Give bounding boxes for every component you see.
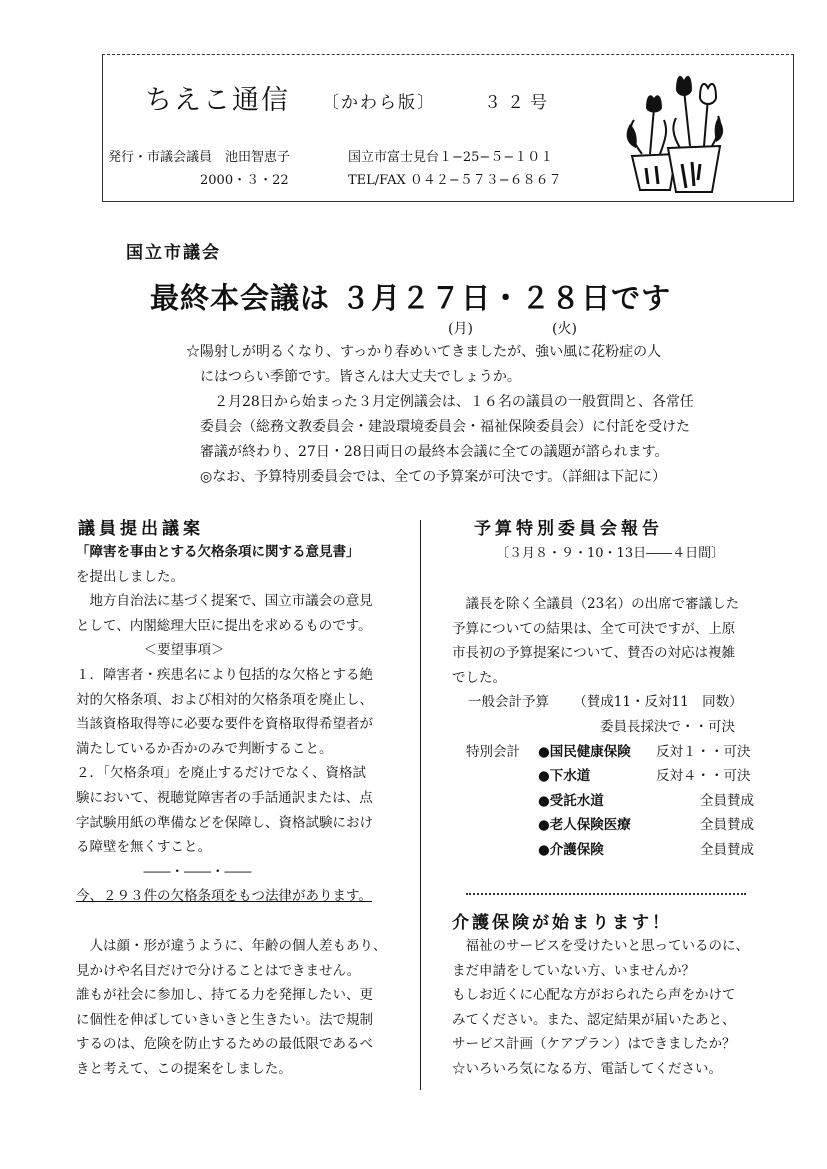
body-line: を提出しました。: [76, 568, 184, 585]
body-line: 人は顔・形が違うように、年齢の個人差もあり、: [76, 938, 387, 954]
kaigo-heading: 介護保険が始まります！: [452, 913, 672, 933]
account-result: 全員賛成: [700, 792, 754, 809]
budget-report: [452, 592, 739, 690]
body-line: 見かけや名目だけで分けることはできません。: [76, 962, 361, 979]
left-column-body: [76, 540, 373, 884]
special-account-label: 特別会計: [466, 743, 520, 760]
general-budget-detail: （賛成11・反対11 同数）: [573, 694, 743, 710]
general-budget-label: 一般会計予算: [468, 694, 549, 710]
account-name: ●受託水道: [538, 792, 604, 809]
newsletter-title: ちえこ通信: [145, 85, 290, 116]
headline: 最終本会議は ３月２７日・２８日です: [150, 281, 672, 315]
section-heading: 国立市議会: [126, 243, 221, 263]
body-line: 験において、視聴覚障害者の手話通訳または、点: [76, 789, 373, 806]
body-line: でした。: [452, 669, 506, 686]
account-name: ●老人保険医療: [538, 817, 631, 834]
intro-line: ☆陽射しが明るくなり、すっかり春めいてきましたが、強い風に花粉症の人: [186, 344, 662, 360]
general-budget: [468, 690, 743, 710]
body-line: に個性を伸ばしていきいきと生きたい。法で規制: [76, 1011, 373, 1028]
body-line: サービス計画（ケアプラン）はできましたか？: [452, 1036, 736, 1053]
body-line: １．障害者・疾患名により包括的な欠格とする絶: [76, 666, 373, 683]
publisher: 発行・市議会議員 池田智恵子: [108, 150, 291, 165]
body-line: として、内閣総理大臣に提出を求めるものです。: [76, 617, 372, 634]
body-line: 誰もが社会に参加し、持てる力を発揮したい、更: [76, 987, 373, 1004]
intro-paragraph: [186, 340, 746, 490]
issue-number: ３２号: [484, 93, 553, 113]
account-name: ●介護保険: [538, 841, 604, 858]
tel-fax: TEL/FAX ０４２−５７３−６８６７: [348, 173, 562, 188]
edition-label: 〔かわら版〕: [322, 93, 436, 113]
account-result: 反対１・・可決: [656, 743, 751, 760]
body-line: するのは、危険を防止するための最低限であるべ: [76, 1036, 373, 1053]
left-column-heading: 議員提出議案: [78, 519, 204, 539]
intro-line: ◎なお、予算特別委員会では、全ての予算案が可決です。（詳細は下記に）: [200, 469, 667, 485]
body-line: ＜要望事項＞: [76, 642, 225, 659]
general-budget-result: 委員長採決で・・可決: [600, 719, 735, 735]
intro-line: 審議が終わり、27日・28日両日の最終本会議に全ての議題が諮られます。: [200, 444, 669, 460]
account-name: ●国民健康保険: [538, 743, 631, 760]
tulip-pots-icon: [620, 68, 732, 194]
account-result: 反対４・・可決: [656, 768, 751, 785]
intro-line: ２月28日から始まった３月定例議会は、１６名の議員の一般質問と、各常任: [200, 394, 694, 410]
underlined-statement: 今、２９３件の欠格条項をもつ法律があります。: [76, 888, 372, 904]
body-line: 対的欠格条項、および相対的欠格条項を廃止し、: [76, 691, 373, 708]
dotted-divider: [466, 893, 746, 895]
body-line: ☆いろいろ気になる方、電話してください。: [452, 1060, 722, 1077]
committee-dates: 〔３月８・９・10・13日――４日間〕: [496, 546, 725, 561]
day-label-tue: (火): [552, 321, 577, 337]
body-line: 議長を除く全議員（23名）の出席で審議した: [452, 596, 740, 612]
body-line: 満たしているか否かのみで判断すること。: [76, 740, 333, 757]
body-line: 市長初の予算提案について、賛否の対応は複雑: [452, 645, 735, 662]
account-result: 全員賛成: [700, 817, 754, 834]
body-line: 地方自治法に基づく提案で、国立市議会の意見: [76, 593, 373, 610]
body-line: ２．「欠格条項」を廃止するだけでなく、資格試: [76, 765, 366, 782]
body-line: きと考えて、この提案をしました。: [76, 1060, 292, 1077]
body-line: る障壁を無くすこと。: [76, 839, 211, 856]
intro-line: にはつらい季節です。皆さんは大丈夫でしょうか。: [200, 369, 521, 385]
account-name: ●下水道: [538, 768, 591, 785]
column-divider: [420, 520, 421, 1090]
body-line: まだ申請をしていない方、いませんか？: [452, 962, 695, 979]
divider-text: ――・――・――: [76, 863, 252, 880]
left-closing: [76, 934, 387, 1082]
body-line: 字試験用紙の準備などを保障し、資格試験におけ: [76, 814, 373, 831]
day-label-mon: (月): [448, 321, 473, 337]
body-line: 福祉のサービスを受けたいと思っているのに、: [452, 938, 749, 954]
body-line: みてください。また、認定結果が届いたあと、: [452, 1011, 736, 1028]
proposal-title: 「障害を事由とする欠格条項に関する意見書」: [76, 544, 360, 560]
kaigo-body: [452, 934, 749, 1082]
intro-line: 委員会（総務文教委員会・建設環境委員会・福祉保険委員会）に付託を受けた: [200, 419, 690, 435]
account-result: 全員賛成: [700, 841, 754, 858]
body-line: 予算についての結果は、全て可決ですが、上原: [452, 620, 736, 637]
body-line: もしお近くに心配な方がおられたら声をかけて: [452, 987, 736, 1004]
right-column-heading: 予算特別委員会報告: [474, 519, 663, 539]
address: 国立市富士見台１−25−５−１０１: [348, 150, 554, 165]
issue-date: 2000・３・22: [200, 173, 289, 188]
body-line: 当該資格取得等に必要な要件を資格取得希望者が: [76, 716, 373, 733]
